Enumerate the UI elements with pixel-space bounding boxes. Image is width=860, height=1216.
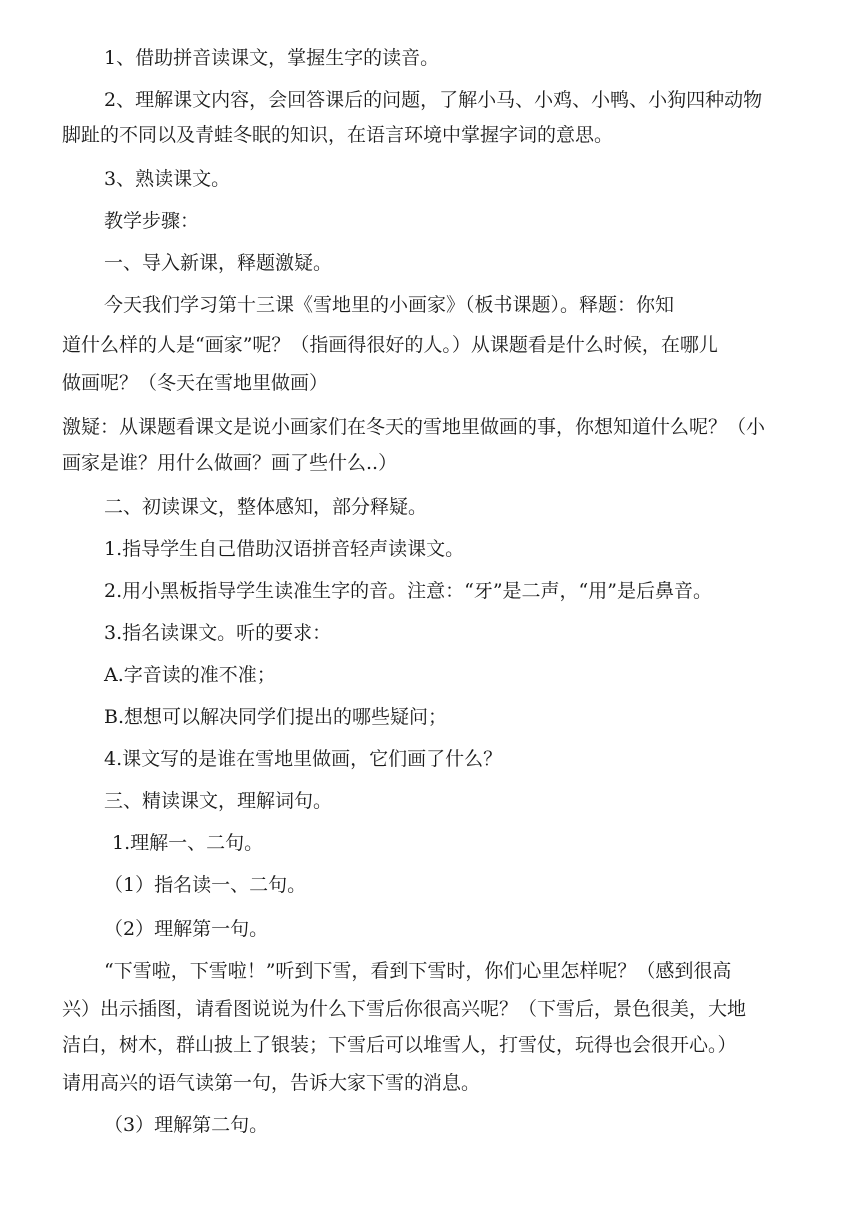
section-heading: 三、精读课文，理解词句。: [104, 790, 333, 812]
list-item: B.想想可以解决同学们提出的哪些疑问；: [104, 706, 448, 728]
list-item: 1.指导学生自己借助汉语拼音轻声读课文。: [104, 538, 465, 560]
paragraph-line: 兴）出示插图，请看图说说为什么下雪后你很高兴呢？（下雪后，景色很美，大地: [62, 998, 747, 1020]
list-item: （1）指名读一、二句。: [104, 874, 307, 896]
list-item: 4.课文写的是谁在雪地里做画，它们画了什么？: [104, 748, 503, 770]
list-item: 1.理解一、二句。: [112, 832, 264, 854]
section-heading: 一、导入新课，释题激疑。: [104, 252, 333, 274]
paragraph-line: 做画呢？（冬天在雪地里做画）: [62, 372, 329, 394]
paragraph-line: 3、熟读课文。: [104, 168, 231, 190]
list-item: （3）理解第二句。: [104, 1114, 269, 1136]
paragraph-line: 洁白，树木，群山披上了银装；下雪后可以堆雪人，打雪仗，玩得也会很开心。）: [62, 1034, 737, 1056]
paragraph-line: “下雪啦，下雪啦！”听到下雪，看到下雪时，你们心里怎样呢？（感到很高: [104, 960, 732, 982]
paragraph-line: 今天我们学习第十三课《雪地里的小画家》（板书课题）。释题：你知: [104, 294, 675, 316]
paragraph-line: 2、理解课文内容，会回答课后的问题，了解小马、小鸡、小鸭、小狗四种动物: [104, 89, 763, 111]
section-heading: 教学步骤：: [104, 210, 200, 232]
paragraph-line: 1、借助拼音读课文，掌握生字的读音。: [104, 47, 440, 69]
list-item: A.字音读的准不准；: [104, 664, 276, 686]
paragraph-line: 道什么样的人是“画家”呢？（指画得很好的人。）从课题看是什么时候，在哪儿: [62, 334, 718, 356]
paragraph-line: 激疑：从课题看课文是说小画家们在冬天的雪地里做画的事，你想知道什么呢？（小: [62, 416, 766, 438]
list-item: 3.指名读课文。听的要求：: [104, 622, 332, 644]
section-heading: 二、初读课文，整体感知，部分释疑。: [104, 496, 428, 518]
list-item: 2.用小黑板指导学生读准生字的音。注意：“牙”是二声，“用”是后鼻音。: [104, 580, 712, 602]
paragraph-line: 画家是谁？用什么做画？画了些什么..）: [62, 452, 398, 474]
paragraph-line: 脚趾的不同以及青蛙冬眠的知识，在语言环境中掌握字词的意思。: [62, 124, 614, 146]
list-item: （2）理解第一句。: [104, 918, 269, 940]
paragraph-line: 请用高兴的语气读第一句，告诉大家下雪的消息。: [62, 1072, 481, 1094]
